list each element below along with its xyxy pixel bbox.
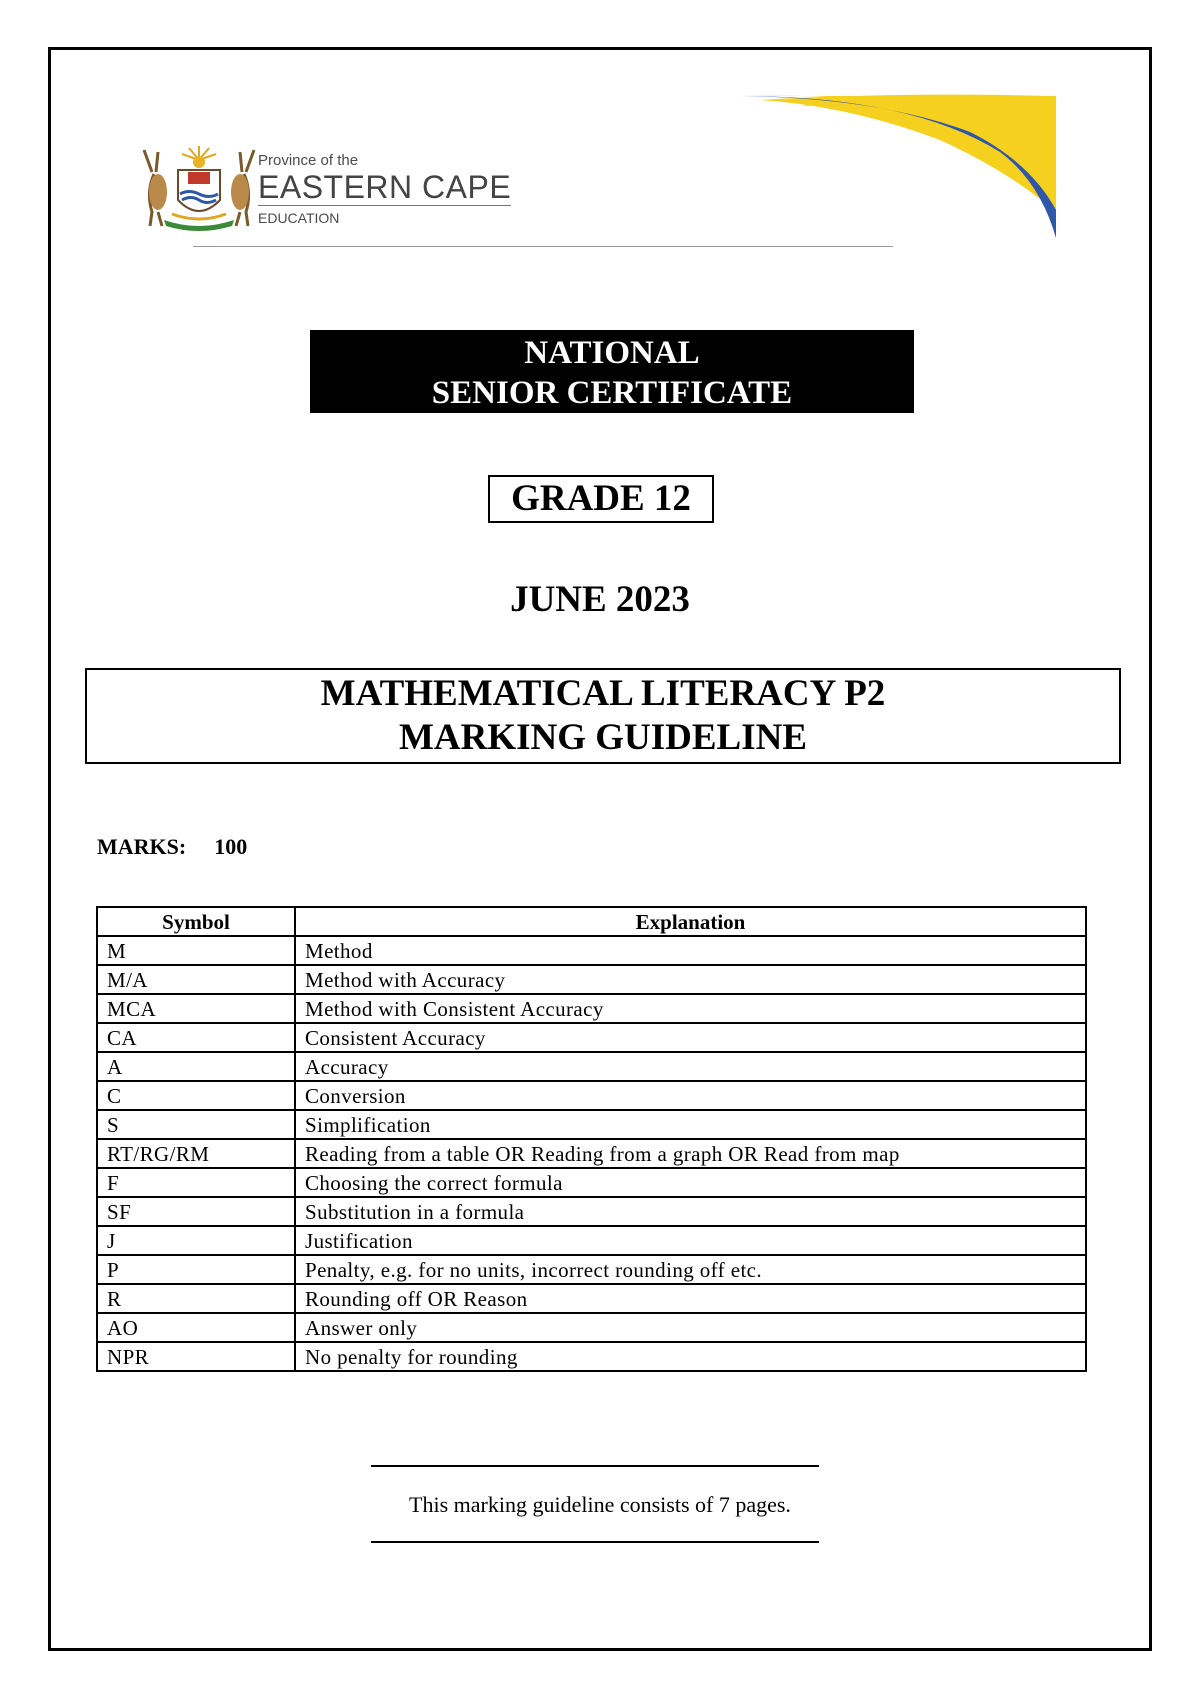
explanation-cell: Method with Accuracy <box>295 965 1086 994</box>
symbol-cell: C <box>97 1081 295 1110</box>
table-row <box>97 1110 1086 1139</box>
decorative-swoosh <box>740 92 1056 238</box>
table-row <box>97 1197 1086 1226</box>
marks-line <box>97 833 247 861</box>
symbol-cell: RT/RG/RM <box>97 1139 295 1168</box>
header-explanation: Explanation <box>295 907 1086 936</box>
table-header-row <box>97 907 1086 936</box>
symbol-cell: J <box>97 1226 295 1255</box>
symbol-cell: CA <box>97 1023 295 1052</box>
explanation-cell: Reading from a table OR Reading from a graph OR Read from map <box>295 1139 1086 1168</box>
table-row <box>97 1139 1086 1168</box>
symbol-cell: NPR <box>97 1342 295 1371</box>
symbol-cell: A <box>97 1052 295 1081</box>
table-row <box>97 1052 1086 1081</box>
explanation-cell: Conversion <box>295 1081 1086 1110</box>
logo-department-text: EDUCATION <box>258 210 340 226</box>
table-row <box>97 1284 1086 1313</box>
explanation-cell: Simplification <box>295 1110 1086 1139</box>
symbol-cell: MCA <box>97 994 295 1023</box>
table-row <box>97 936 1086 965</box>
table-row <box>97 1081 1086 1110</box>
table-row <box>97 1168 1086 1197</box>
explanation-cell: Choosing the correct formula <box>295 1168 1086 1197</box>
explanation-cell: No penalty for rounding <box>295 1342 1086 1371</box>
eastern-cape-logo-text <box>258 152 511 228</box>
logo-province-text: Province of the <box>258 152 359 169</box>
footer-bottom-rule <box>371 1541 819 1543</box>
symbol-cell: P <box>97 1255 295 1284</box>
document-type: MARKING GUIDELINE <box>398 717 808 758</box>
explanation-cell: Method with Consistent Accuracy <box>295 994 1086 1023</box>
title-line-national: NATIONAL <box>524 335 700 371</box>
table-row <box>97 1255 1086 1284</box>
symbol-cell: R <box>97 1284 295 1313</box>
symbol-cell: AO <box>97 1313 295 1342</box>
explanation-cell: Penalty, e.g. for no units, incorrect rounding off etc. <box>295 1255 1086 1284</box>
subject-title: MATHEMATICAL LITERACY P2 <box>320 673 886 714</box>
coat-of-arms-logo <box>134 142 264 232</box>
table-row <box>97 965 1086 994</box>
explanation-cell: Accuracy <box>295 1052 1086 1081</box>
table-row <box>97 1226 1086 1255</box>
title-line-senior-certificate: SENIOR CERTIFICATE <box>431 375 793 411</box>
symbol-cell: M <box>97 936 295 965</box>
symbol-cell: SF <box>97 1197 295 1226</box>
symbol-table <box>96 906 1087 1372</box>
grade-label: GRADE 12 <box>488 475 714 523</box>
explanation-cell: Answer only <box>295 1313 1086 1342</box>
table-row <box>97 1342 1086 1371</box>
explanation-cell: Rounding off OR Reason <box>295 1284 1086 1313</box>
table-row <box>97 1313 1086 1342</box>
explanation-cell: Consistent Accuracy <box>295 1023 1086 1052</box>
explanation-cell: Substitution in a formula <box>295 1197 1086 1226</box>
table-row <box>97 1023 1086 1052</box>
logo-province-name: EASTERN CAPE <box>258 169 512 205</box>
table-row <box>97 994 1086 1023</box>
header-divider <box>193 246 893 247</box>
subject-title-box <box>85 668 1121 764</box>
nsc-banner <box>310 330 914 413</box>
footer-top-rule <box>371 1465 819 1467</box>
header-symbol: Symbol <box>97 907 295 936</box>
symbol-cell: F <box>97 1168 295 1197</box>
exam-date: JUNE 2023 <box>510 579 690 620</box>
page-count-note: This marking guideline consists of 7 pages. <box>409 1492 791 1517</box>
symbol-cell: M/A <box>97 965 295 994</box>
marks-value: 100 <box>214 834 248 859</box>
explanation-cell: Method <box>295 936 1086 965</box>
marks-label: MARKS: <box>97 834 187 859</box>
explanation-cell: Justification <box>295 1226 1086 1255</box>
symbol-cell: S <box>97 1110 295 1139</box>
